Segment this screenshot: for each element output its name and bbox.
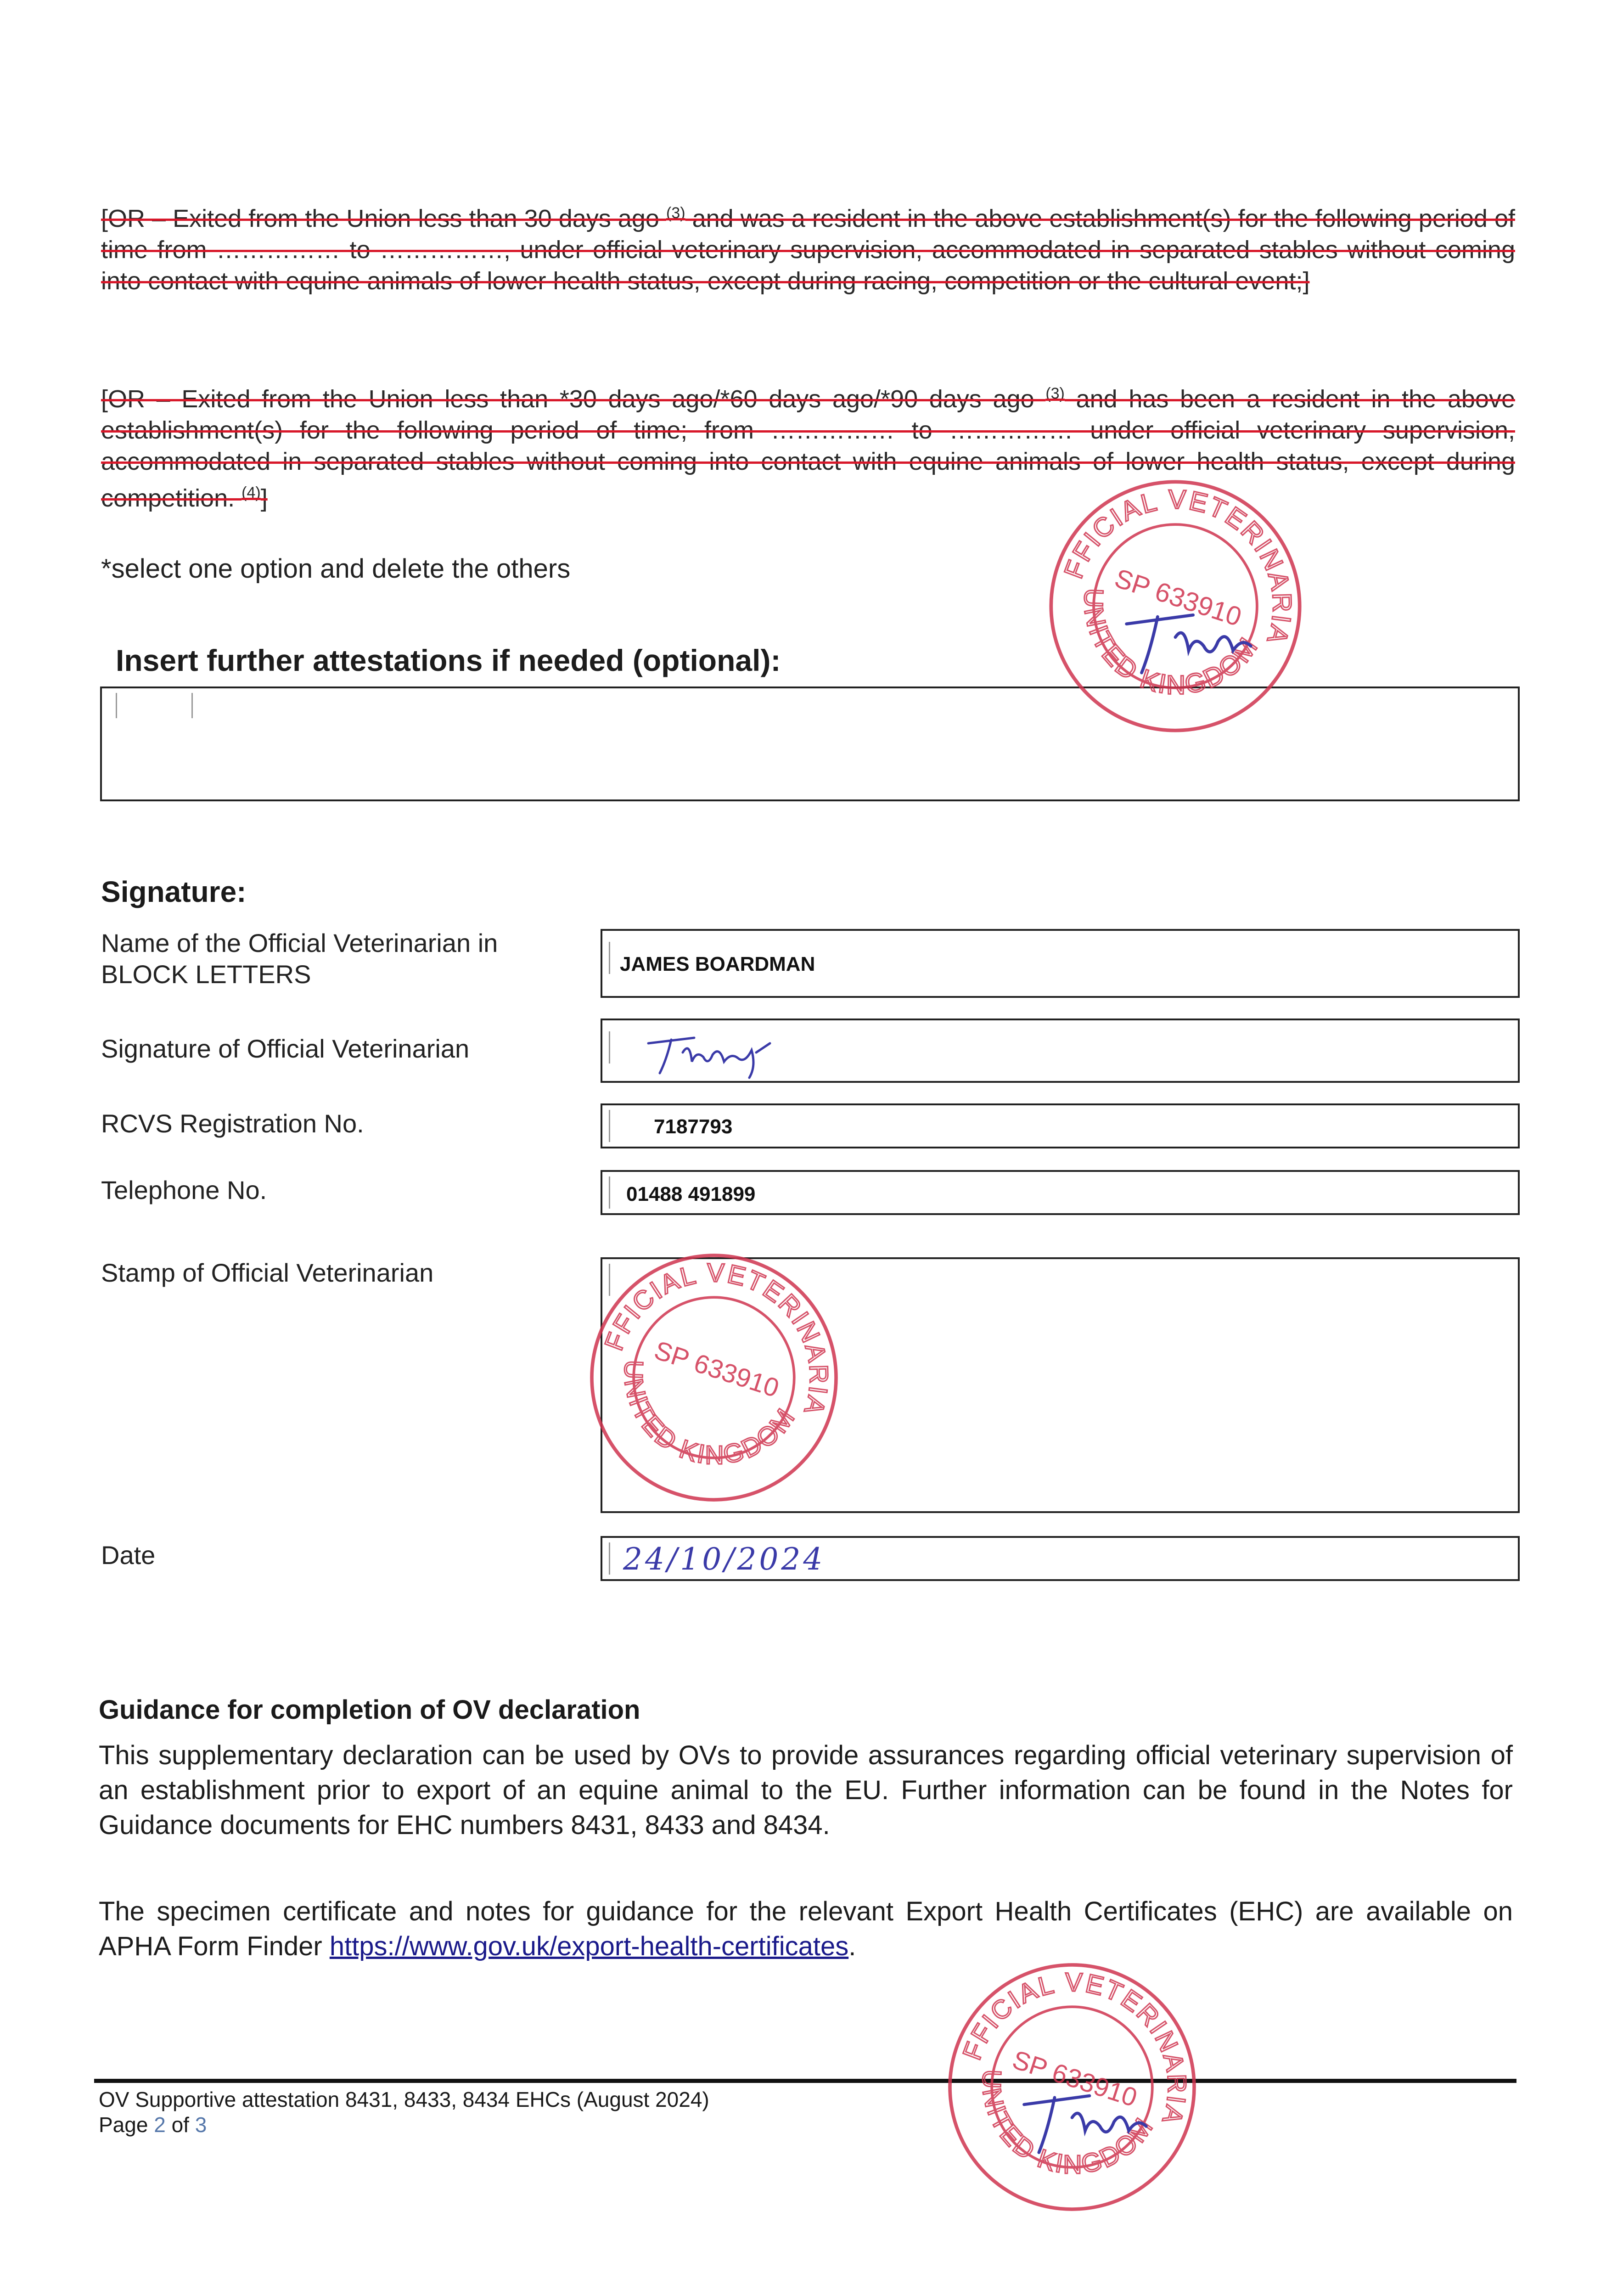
svg-text:SP 633910: SP 633910 — [651, 1335, 783, 1403]
svg-text:OFFICIAL VETERINARIAN: OFFICIAL VETERINARIAN — [1058, 484, 1297, 649]
stamp-graphic — [583, 1247, 845, 1508]
footer-rule — [94, 2079, 1516, 2083]
guidance-paragraph-2-end: . — [848, 1931, 856, 1961]
struck-paragraph-1 — [101, 197, 1515, 297]
p2-text-a: [OR – Exited from the Union less than *30 days ago/*60 days ago/*90 days ago — [101, 385, 1046, 413]
date-label: Date — [101, 1541, 156, 1570]
svg-text:SP 633910: SP 633910 — [1009, 2045, 1141, 2113]
signature-label: Signature of Official Veterinarian — [101, 1034, 470, 1063]
rcvs-value: 7187793 — [654, 1115, 733, 1138]
select-option-note: *select one option and delete the others — [101, 554, 571, 584]
footer-title: OV Supportive attestation 8431, 8433, 8434 EHCs (August 2024) — [99, 2088, 709, 2111]
telephone-label: Telephone No. — [101, 1176, 267, 1204]
p1-footnote-ref: (3) — [666, 204, 685, 222]
p2-footnote-ref-2: (4) — [241, 484, 261, 501]
rcvs-label: RCVS Registration No. — [101, 1109, 364, 1138]
svg-text:UNITED KINGDOM: UNITED KINGDOM — [1078, 588, 1264, 700]
official-stamp-top — [1042, 473, 1309, 739]
signature-section-title: Signature: — [101, 875, 247, 908]
p1-text-a: [OR – Exited from the Union less than 30 days ago — [101, 205, 666, 232]
signature-field[interactable] — [601, 1019, 1520, 1083]
svg-text:SP 633910: SP 633910 — [1111, 563, 1246, 632]
stamp-graphic — [1042, 473, 1309, 739]
stamp-label: Stamp of Official Veterinarian — [101, 1258, 434, 1287]
footer-page-number: Page 2 of 3 — [99, 2113, 207, 2137]
svg-text:OFFICIAL VETERINARIAN: OFFICIAL VETERINARIAN — [957, 1967, 1192, 2129]
p1-text-b: and was a resident in the above establishment(s) for the following period of time from …………… to ……………, under official veterinary supervision, accommodated in separated stables without coming into contact with equine animals of lower health status, except during racing, competition or the cultural event;] — [101, 205, 1515, 295]
name-label — [101, 928, 498, 990]
guidance-title: Guidance for completion of OV declaration — [99, 1695, 640, 1725]
svg-text:UNITED KINGDOM: UNITED KINGDOM — [976, 2069, 1160, 2180]
telephone-value: 01488 491899 — [626, 1183, 756, 1205]
rcvs-field[interactable] — [601, 1103, 1520, 1148]
name-value: JAMES BOARDMAN — [620, 953, 815, 975]
svg-text:OFFICIAL VETERINARIAN: OFFICIAL VETERINARIAN — [599, 1258, 834, 1420]
date-field[interactable] — [601, 1536, 1520, 1581]
name-label-line-1: Name of the Official Veterinarian in — [101, 929, 498, 957]
official-stamp-box — [583, 1247, 845, 1508]
name-field[interactable] — [601, 929, 1520, 998]
svg-text:UNITED KINGDOM: UNITED KINGDOM — [618, 1359, 802, 1470]
telephone-field[interactable] — [601, 1170, 1520, 1215]
p2-text-b: and has been a resident in the above establishment(s) for the following period of time; from …………… to …………… under official veterinary supervision, accommodated in separated stables without coming into contact with equine animals of lower health status, except during competition. — [101, 385, 1515, 512]
name-label-line-2: BLOCK LETTERS — [101, 960, 311, 989]
p2-footnote-ref-1: (3) — [1045, 385, 1065, 402]
p2-text-c: ] — [260, 484, 268, 512]
official-stamp-footer — [941, 1956, 1203, 2218]
date-value: 24/10/2024 — [623, 1542, 826, 1577]
handwritten-signature — [639, 1025, 786, 1080]
guidance-paragraph-2-text: The specimen certificate and notes for guidance for the relevant Export Health Certificates (EHC) are available on APHA Form Finder — [99, 1896, 1513, 1961]
stamp-graphic — [941, 1956, 1203, 2218]
guidance-paragraph-1: This supplementary declaration can be used by OVs to provide assurances regarding official veterinary supervision of an establishment prior to export of an equine animal to the EU. Further information can be found in the Notes for Guidance documents for EHC numbers 8431, 8433 and 8434. — [99, 1740, 1513, 1840]
further-attestations-label: Insert further attestations if needed (optional): — [116, 643, 781, 677]
guidance-paragraph-2 — [99, 1894, 1513, 1964]
form-finder-link[interactable]: https://www.gov.uk/export-health-certificates — [329, 1931, 849, 1961]
